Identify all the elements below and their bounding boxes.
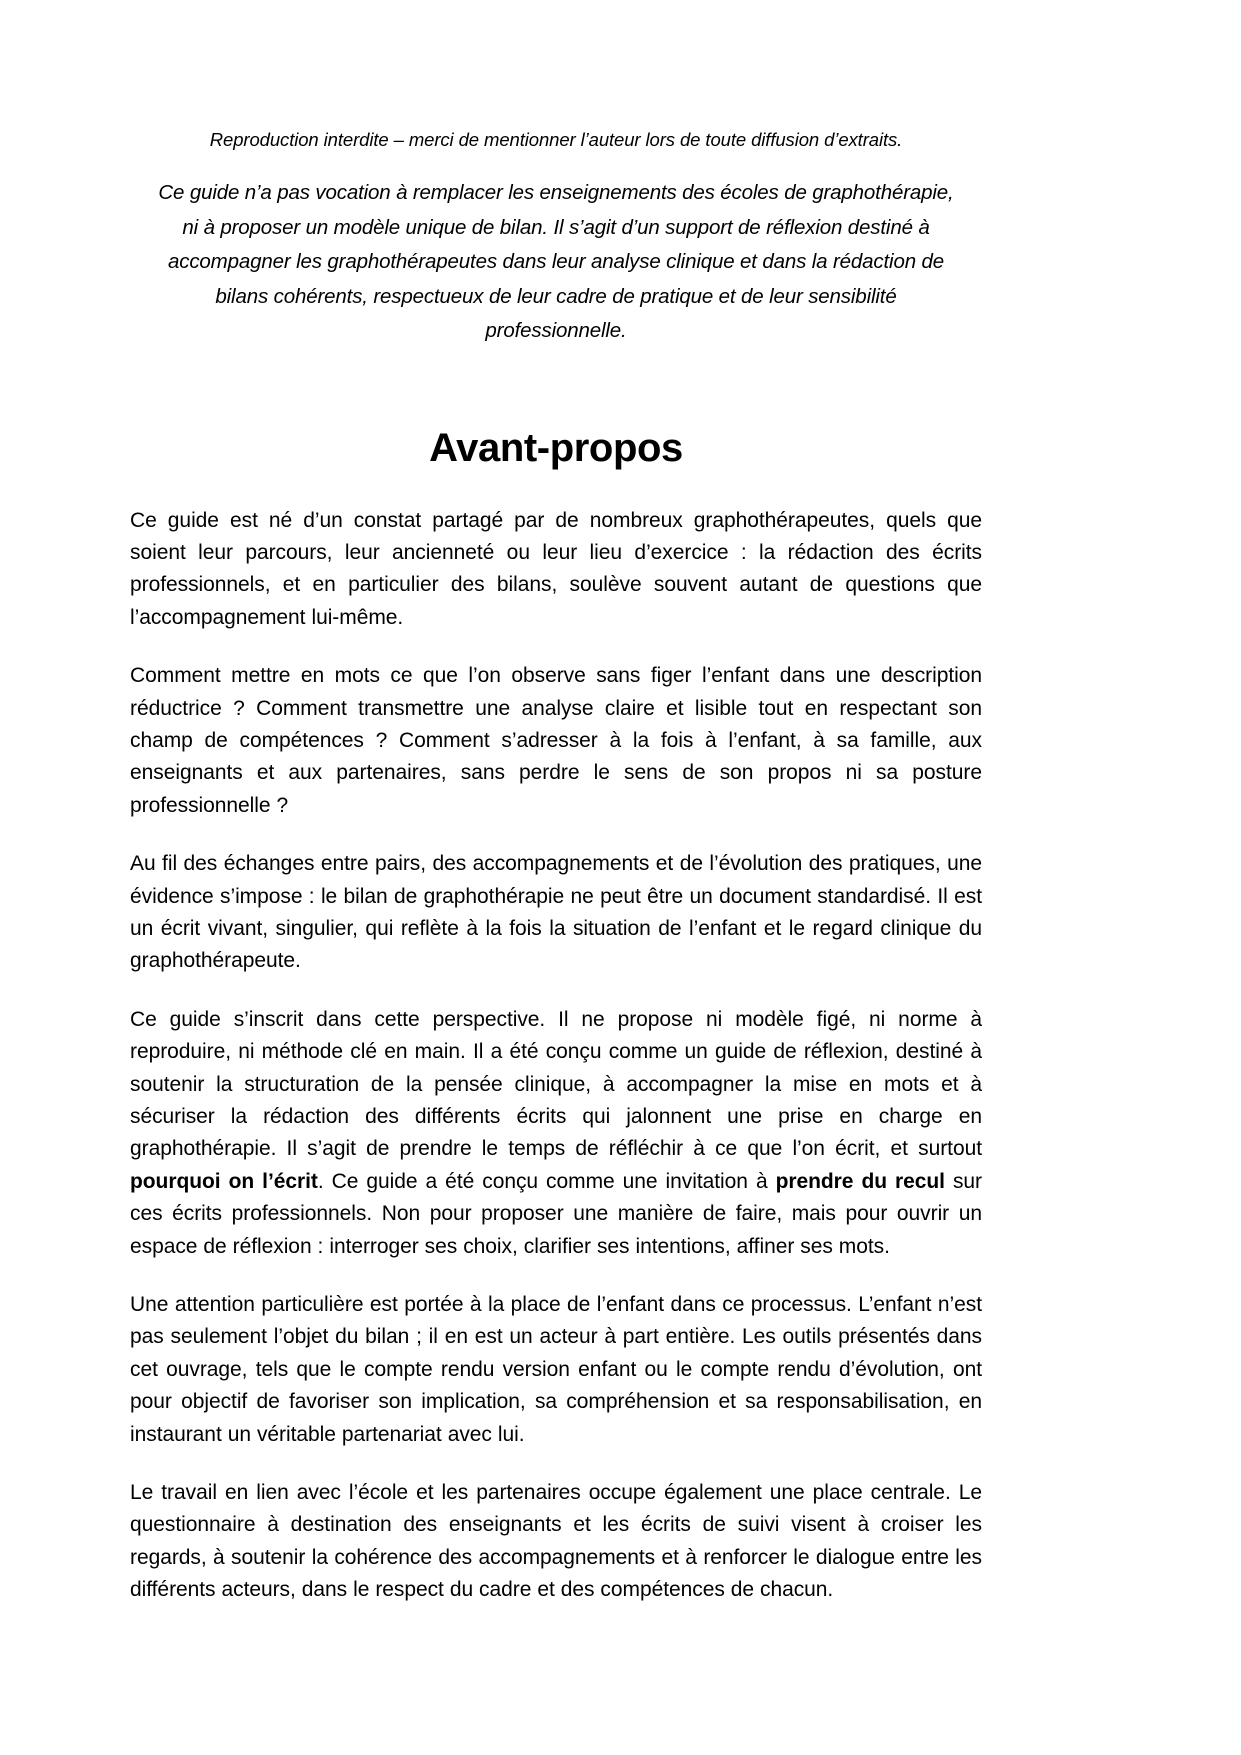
page-title: Avant-propos — [429, 425, 683, 470]
paragraph-text: Une attention particulière est portée à la place de l’enfant dans ce processus. L’enfant n’est pas seulement l’objet du bilan ; il en est un acteur à part entière. Les outils présentés dans cet ouvrage, tels que le compte rendu version enfant ou le compte rendu d’évolution, ont pour objectif de favoriser son implication, sa compréhension et sa responsabilisation, en instaurant un véritable partenariat avec lui. — [130, 1293, 982, 1446]
body-paragraph — [130, 660, 982, 822]
emphasis-text: prendre du recul — [775, 1169, 945, 1193]
reproduction-notice: Reproduction interdite – merci de mentionner l’auteur lors de toute diffusion d’extraits. — [209, 129, 903, 150]
paragraph-text: Ce guide est né d’un constat partagé par de nombreux graphothérapeutes, quels que soient leur parcours, leur ancienneté ou leur lieu d’exercice : la rédaction des écrits professionnels, et en particulier des bilans, soulève souvent autant de questions que l’accompagnement lui-même. — [130, 508, 982, 629]
paragraph-text: sur ces écrits professionnels. Non pour proposer une manière de faire, mais pour ouvrir un espace de réflexion : interroger ses choix, clarifier ses intentions, affiner ses mots. — [130, 1169, 983, 1258]
body-text — [130, 505, 982, 1607]
content-column — [130, 0, 982, 1607]
paragraph-text: Au fil des échanges entre pairs, des accompagnements et de l’évolution des pratiques, une évidence s’impose : le bilan de graphothérapie ne peut être un document standardisé. Il est un écrit vivant, singulier, qui reflète à la fois la situation de l’enfant et le regard clinique du graphothérapeute. — [130, 852, 982, 973]
paragraph-text: Le travail en lien avec l’école et les partenaires occupe également une place centrale. Le questionnaire à destination des enseignants et les écrits de suivi visent à croiser les regards, à soutenir la cohérence des accompagnements et à renforcer le dialogue entre les différents acteurs, dans le respect du cadre et des compétences de chacun. — [130, 1481, 982, 1602]
body-paragraph — [130, 848, 982, 978]
paragraph-text: Comment mettre en mots ce que l’on observe sans figer l’enfant dans une description réductrice ? Comment transmettre une analyse claire et lisible tout en respectant son champ de compétences ? Comment s’adresser à la fois à l’enfant, à sa famille, aux enseignants et aux partenaires, sans perdre le sens de son propos ni sa posture professionnelle ? — [130, 664, 982, 817]
scope-disclaimer: Ce guide n’a pas vocation à remplacer les enseignements des écoles de graphothérapie, ni à proposer un modèle unique de bilan. Il s’agit d’un support de réflexion destiné à accompagner les graphothérapeutes dans leur analyse clinique et dans la rédaction de bilans cohérents, respectueux de leur cadre de pratique et de leur sensibilité professionnelle. — [158, 181, 954, 342]
body-paragraph — [130, 1289, 982, 1451]
paragraph-text: . Ce guide a été conçu comme une invitation à — [317, 1169, 776, 1193]
emphasis-text: pourquoi on l’écrit — [130, 1169, 318, 1193]
front-matter-block — [130, 0, 982, 349]
body-paragraph — [130, 1004, 982, 1263]
body-paragraph — [130, 1477, 982, 1607]
body-paragraph — [130, 505, 982, 635]
paragraph-text: Ce guide s’inscrit dans cette perspective. Il ne propose ni modèle figé, ni norme à reproduire, ni méthode clé en main. Il a été conçu comme un guide de réflexion, destiné à soutenir la structuration de la pensée clinique, à accompagner la mise en mots et à sécuriser la rédaction des différents écrits qui jalonnent une prise en charge en graphothérapie. Il s’agit de prendre le temps de réfléchir à ce que l’on écrit, et surtout — [130, 1007, 982, 1161]
